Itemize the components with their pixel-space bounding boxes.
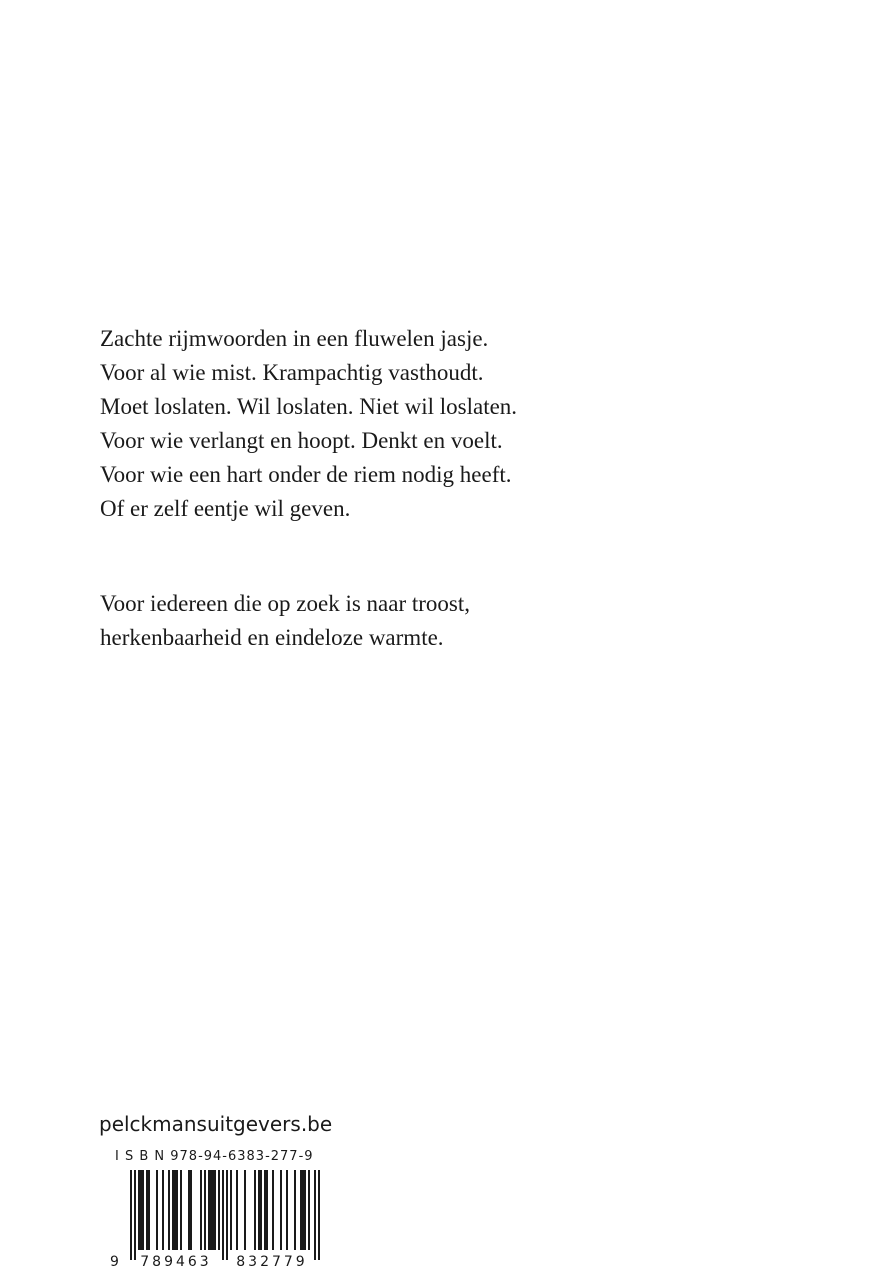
barcode-bar (210, 1170, 212, 1250)
barcode-bar (142, 1170, 144, 1250)
barcode-bar (318, 1170, 320, 1260)
barcode-bar (230, 1170, 232, 1250)
barcode-bars (130, 1170, 320, 1260)
barcode-bar (218, 1170, 220, 1250)
blurb-line: Voor wie verlangt en hoopt. Denkt en voelt. (100, 428, 503, 453)
barcode-graphic (110, 1170, 340, 1270)
barcode-bar (130, 1170, 132, 1260)
barcode-bar (280, 1170, 282, 1250)
barcode-bar (162, 1170, 164, 1250)
barcode-bar (300, 1170, 302, 1250)
barcode-bar (156, 1170, 158, 1250)
barcode-bar (172, 1170, 174, 1250)
blurb-line: Zachte rijmwoorden in een fluwelen jasje. (100, 326, 489, 351)
barcode-bar (304, 1170, 306, 1250)
blurb-stanza-2 (100, 587, 800, 655)
barcode-bar (266, 1170, 268, 1250)
publisher-website: pelckmansuitgevers.be (99, 1112, 333, 1136)
barcode-bar (140, 1170, 142, 1250)
back-cover-blurb (100, 322, 800, 655)
barcode-bar (134, 1170, 136, 1260)
blurb-line: Voor wie een hart onder de riem nodig heeft. (100, 462, 512, 487)
isbn-barcode (110, 1170, 340, 1270)
barcode-bar (190, 1170, 192, 1250)
barcode-bar (244, 1170, 246, 1250)
barcode-bar (308, 1170, 310, 1250)
barcode-bar (226, 1170, 228, 1260)
barcode-bar (174, 1170, 176, 1250)
barcode-bar (294, 1170, 296, 1250)
barcode-bar (302, 1170, 304, 1250)
barcode-bar (272, 1170, 274, 1250)
barcode-left-digits: 789463 (140, 1254, 212, 1270)
barcode-bar (188, 1170, 190, 1250)
barcode-bar (260, 1170, 262, 1250)
barcode-bar (264, 1170, 266, 1250)
barcode-bar (138, 1170, 140, 1250)
barcode-bar (204, 1170, 206, 1250)
barcode-bar (168, 1170, 170, 1250)
barcode-bar (222, 1170, 224, 1260)
barcode-bar (212, 1170, 214, 1250)
barcode-bar (200, 1170, 202, 1250)
blurb-line: Moet loslaten. Wil loslaten. Niet wil loslaten. (100, 394, 518, 419)
blurb-line: Of er zelf eentje wil geven. (100, 496, 351, 521)
barcode-bar (236, 1170, 238, 1250)
barcode-bar (176, 1170, 178, 1250)
barcode-right-digits: 832779 (236, 1254, 308, 1270)
barcode-bar (254, 1170, 256, 1250)
barcode-bar (208, 1170, 210, 1250)
blurb-line: herkenbaarheid en eindeloze warmte. (100, 625, 444, 650)
barcode-first-digit: 9 (110, 1254, 119, 1270)
barcode-bar (258, 1170, 260, 1250)
blurb-stanza-1 (100, 322, 800, 526)
barcode-bar (214, 1170, 216, 1250)
blurb-line: Voor al wie mist. Krampachtig vasthoudt. (100, 360, 484, 385)
barcode-bar (146, 1170, 148, 1250)
isbn-number: I S B N 978-94-6383-277-9 (115, 1149, 314, 1164)
barcode-bar (314, 1170, 316, 1260)
blurb-line: Voor iedereen die op zoek is naar troost, (100, 591, 471, 616)
barcode-bar (286, 1170, 288, 1250)
barcode-bar (180, 1170, 182, 1250)
barcode-bar (148, 1170, 150, 1250)
